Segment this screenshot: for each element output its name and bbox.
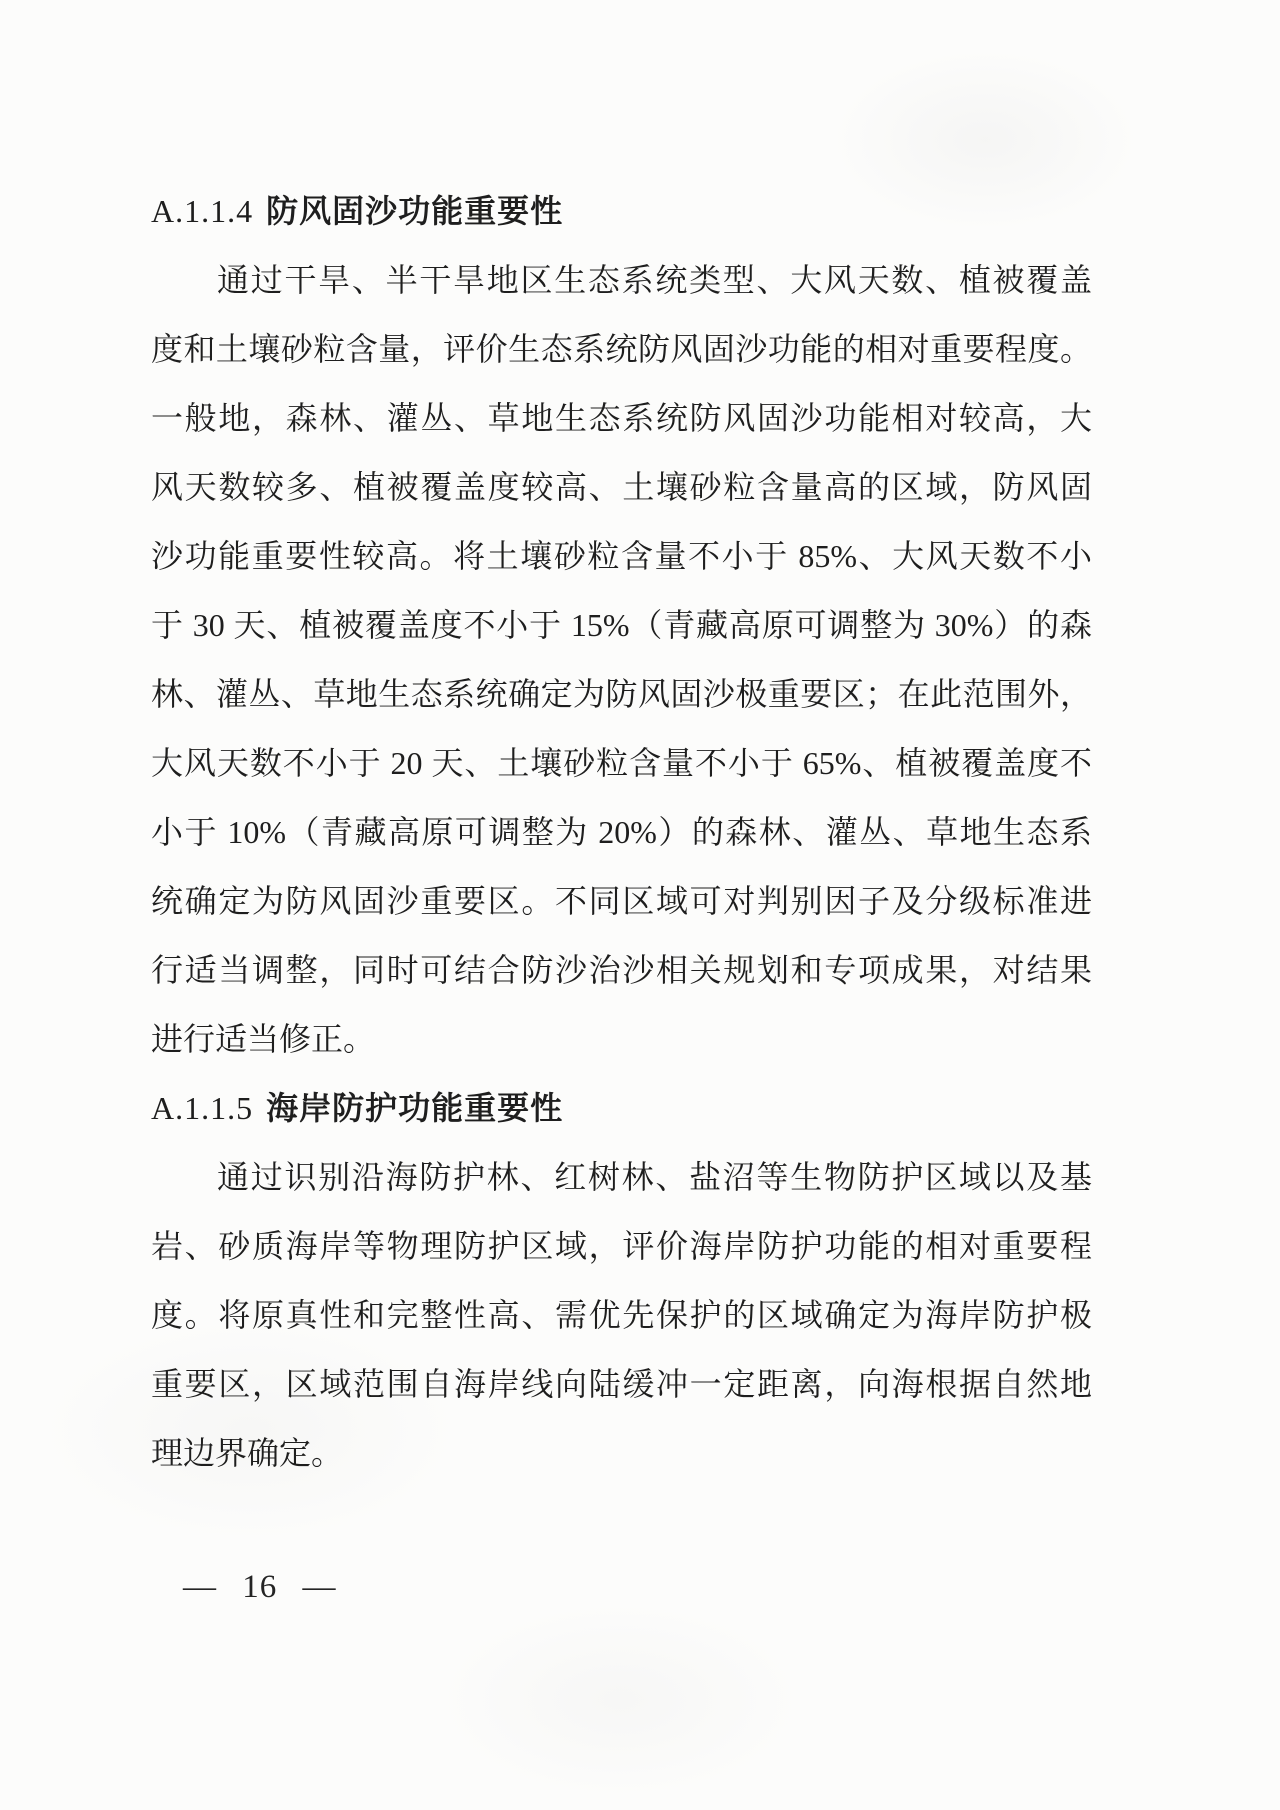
heading-number: A.1.1.5 xyxy=(151,1090,254,1126)
paragraph-line: 度。将原真性和完整性高、需优先保护的区域确定为海岸防护极 xyxy=(151,1297,1092,1333)
heading-title: 防风固沙功能重要性 xyxy=(266,193,564,229)
paragraph-line: 小于 10%（青藏高原可调整为 20%）的森林、灌丛、草地生态系 xyxy=(151,814,1092,850)
section-heading-a1-1-4 xyxy=(151,177,1092,246)
paragraph-line: 岩、砂质海岸等物理防护区域，评价海岸防护功能的相对重要程 xyxy=(151,1228,1092,1264)
paragraph-line: 理边界确定。 xyxy=(151,1435,344,1471)
paragraph-line: 通过识别沿海防护林、红树林、盐沼等生物防护区域以及基 xyxy=(217,1159,1092,1195)
paragraph-line: 通过干旱、半干旱地区生态系统类型、大风天数、植被覆盖 xyxy=(217,262,1092,298)
paragraph-line: 一般地，森林、灌丛、草地生态系统防风固沙功能相对较高，大 xyxy=(151,400,1092,436)
paragraph-line: 统确定为防风固沙重要区。不同区域可对判别因子及分级标准进 xyxy=(151,883,1092,919)
paragraph-line: 沙功能重要性较高。将土壤砂粒含量不小于 85%、大风天数不小 xyxy=(151,538,1092,574)
paragraph-line: 行适当调整，同时可结合防沙治沙相关规划和专项成果，对结果 xyxy=(151,952,1092,988)
paragraph-line: 度和土壤砂粒含量，评价生态系统防风固沙功能的相对重要程度。 xyxy=(151,331,1092,367)
paragraph-line: 林、灌丛、草地生态系统确定为防风固沙极重要区；在此范围外， xyxy=(151,676,1092,712)
text-column xyxy=(151,177,1092,1488)
paragraph-line: 重要区，区域范围自海岸线向陆缓冲一定距离，向海根据自然地 xyxy=(151,1366,1092,1402)
paragraph-line: 风天数较多、植被覆盖度较高、土壤砂粒含量高的区域，防风固 xyxy=(151,469,1092,505)
heading-number: A.1.1.4 xyxy=(151,193,254,229)
paragraph-line: 大风天数不小于 20 天、土壤砂粒含量不小于 65%、植被覆盖度不 xyxy=(151,745,1092,781)
heading-title: 海岸防护功能重要性 xyxy=(266,1090,564,1126)
paragraph-line: 于 30 天、植被覆盖度不小于 15%（青藏高原可调整为 30%）的森 xyxy=(151,607,1092,643)
paragraph-line: 进行适当修正。 xyxy=(151,1021,376,1057)
section-heading-a1-1-5 xyxy=(151,1074,1092,1143)
page-number: — 16 — xyxy=(183,1569,337,1605)
